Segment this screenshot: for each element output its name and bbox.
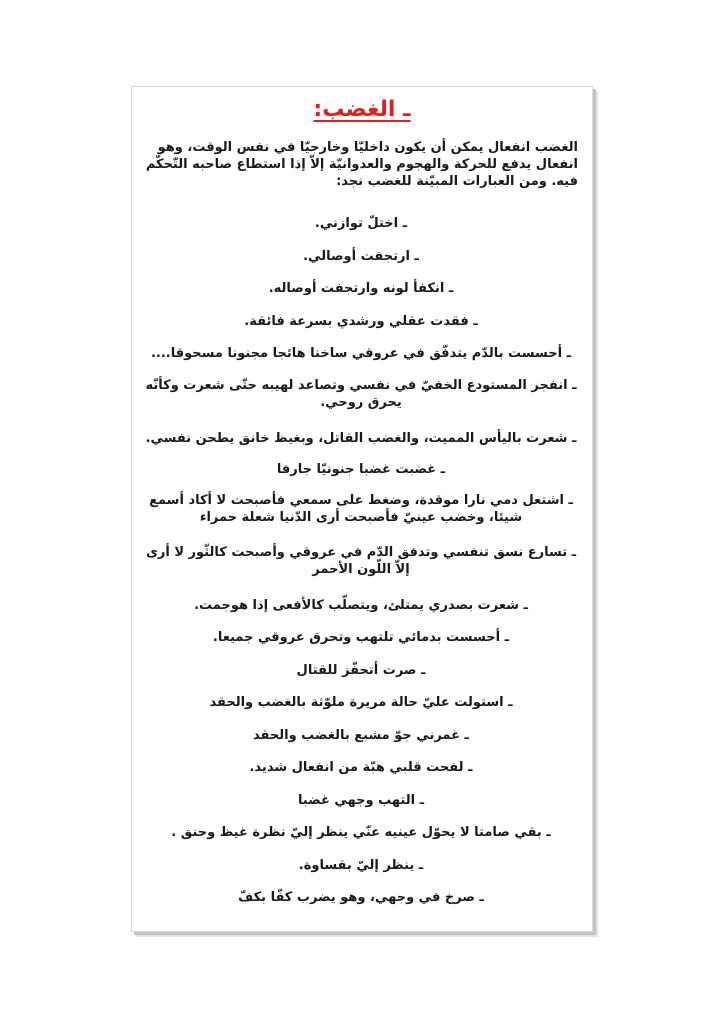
list-item: ـ غمرني جوّ مشبع بالغضب والحقد [253,728,469,743]
list-item: ـ أحسست بالدّم يتدفّق في عروقي ساخنا هائجا مجنونا مسحوقا.... [150,346,572,361]
list-item: ـ غضبت غضبا جنونيّا جارفا [276,462,446,477]
list-item: ـ ينظر إليّ بقساوة. [298,858,424,873]
list-item: ـ صرت أتحفّز للقتال [296,663,426,678]
page-title: ـ الغضب: [313,97,411,122]
list-item: ـ أحسست بدمائي تلتهب وتحرق عروقي جميعا. [212,630,510,645]
list-item: ـ شعرت باليأس المميت، والغضب القاتل، وبغيظ خانق يطحن نفسي. [145,431,577,446]
list-item: ـ ارتجفت أوصالي. [303,249,419,264]
list-item: ـ فقدت عقلي ورشدي بسرعة فائقة. [244,314,478,329]
list-item: ـ شعرت بصدري يمتلئ، ويتصلّب كالأفعى إذا هوجمت. [194,598,528,613]
list-item: ـ تسارع نسق تنفسي وتدفق الدّم في عروقي وأصبحت كالثّور لا أرى إلاّ اللّون الأحمر [145,545,577,577]
list-item: ـ انكفأ لونه وارتجفت أوصاله. [268,281,454,296]
list-item: ـ انفجر المستودع الخفيّ في نفسي وتصاعد لهيبه حتّى شعرت وكأنّه يحرق روحي. [145,378,577,410]
intro-paragraph: الغضب انفعال يمكن أن يكون داخليّا وخارجيّا في نفس الوقت، وهو انفعال يدفع للحركة والهجوم والعدوانيّة إلاّ إذا استطاع صاحبه التّحكّم فيه. ومن العبارات المبيّنة للغضب نجد: [145,140,578,189]
list-item: ـ صرخ في وجهي، وهو يضرب كفّا بكفّ [238,890,484,905]
document-page [131,86,593,932]
list-item: ـ اشتعل دمي نارا موقدة، وضغط على سمعي فأصبحت لا أكاد أسمع شيئا، وخضب عينيّ فأصبحت أرى الدّنيا شعلة حمراء [149,493,573,525]
list-item: ـ استولت عليّ حالة مريرة ملوّثة بالغضب والحقد [209,695,513,710]
expression-list [142,87,580,931]
list-item: ـ اختلّ توازني. [314,216,408,231]
list-item: ـ بقي صامتا لا يحوّل عينيه عنّي ينظر إليّ نظرة غيظ وحنق . [171,825,551,840]
list-item: ـ لفحت قلبي هبّة من انفعال شديد. [249,760,473,775]
list-item: ـ التهب وجهي غضبا [297,793,425,808]
